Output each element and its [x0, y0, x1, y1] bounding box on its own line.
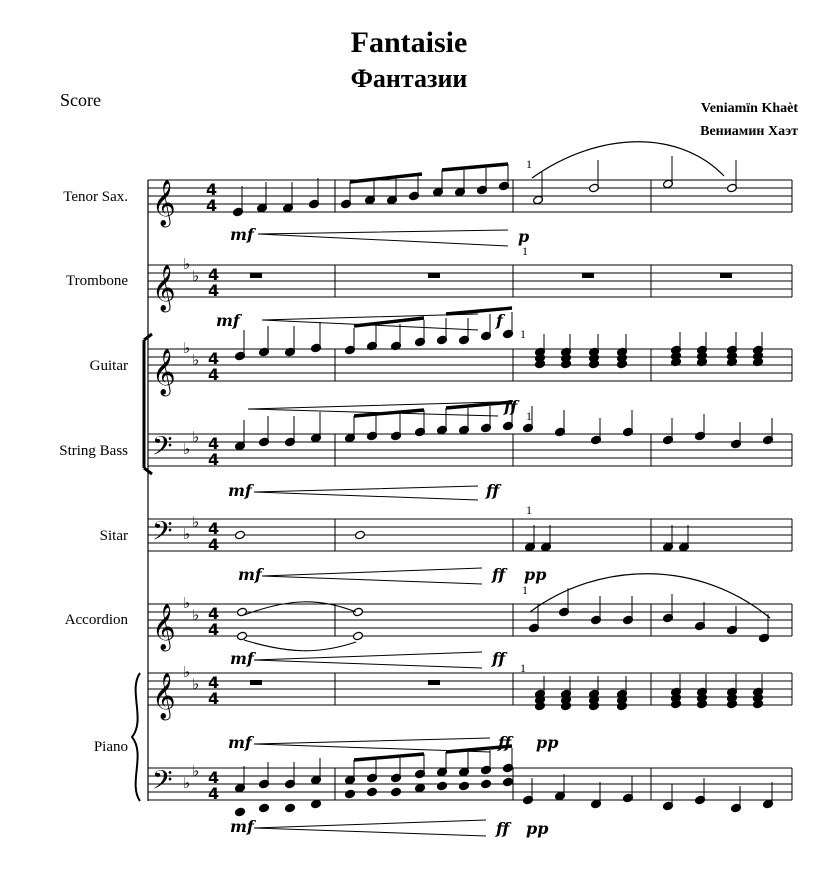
hairpin [254, 652, 482, 668]
dynamic-ff-accordion: ff [492, 649, 506, 668]
key-signature-flat: ♭ [183, 440, 191, 458]
hairpin [254, 486, 478, 500]
page-title: Fantaisie [350, 26, 468, 59]
whole-rest [720, 273, 732, 278]
measure-number: 1 [522, 583, 528, 597]
time-signature: 4 [208, 265, 220, 284]
time-signature: 4 [208, 673, 220, 692]
measure-number: 1 [526, 409, 532, 423]
key-signature-flat: ♭ [192, 675, 200, 693]
whole-rest [582, 273, 594, 278]
key-signature-flat: ♭ [192, 428, 200, 446]
hairpins [248, 230, 508, 836]
key-signature-flat: ♭ [192, 513, 200, 531]
notehead [459, 781, 470, 791]
bass-clef: 𝄢 [152, 515, 173, 553]
whole-rest [428, 680, 440, 685]
instrument-label-sitar: Sitar [99, 528, 128, 544]
notehead [259, 803, 270, 813]
dynamic-pp-piano-lower: pp [526, 819, 549, 838]
notehead [235, 807, 246, 817]
time-signature: 4 [208, 281, 220, 300]
time-signature: 4 [208, 604, 220, 623]
dynamic-pp-sitar: pp [524, 565, 547, 584]
key-signature-flat: ♭ [192, 267, 200, 285]
treble-clef: 𝄞 [152, 180, 176, 226]
dynamic-p-tenor: p [518, 227, 530, 246]
hairpin [262, 568, 482, 584]
notehead [355, 530, 366, 540]
key-signature-flat: ♭ [183, 525, 191, 543]
page-subtitle: Фантазии [350, 64, 468, 93]
instrument-label-piano: Piano [93, 739, 128, 755]
score-label: Score [60, 90, 101, 110]
beam [354, 754, 424, 760]
notes [233, 156, 774, 817]
dynamic-mf-piano-lower: mf [230, 817, 254, 836]
key-signature-flat: ♭ [183, 339, 191, 357]
measure-number: 1 [526, 503, 532, 517]
key-signature-flat: ♭ [183, 594, 191, 612]
dynamic-pp-piano: pp [536, 733, 559, 752]
time-signature: 4 [206, 180, 218, 199]
whole-rest [428, 273, 440, 278]
measure-number: 1 [522, 244, 528, 258]
notehead [415, 783, 426, 793]
time-signature: 4 [208, 620, 220, 639]
key-signature-flat: ♭ [192, 762, 200, 780]
notehead [503, 777, 514, 787]
whole-rest [250, 273, 262, 278]
time-signature: 4 [208, 450, 220, 469]
measure-number: 1 [520, 327, 526, 341]
bass-clef: 𝄢 [152, 764, 173, 802]
piano-brace [132, 673, 140, 801]
notehead [353, 631, 364, 641]
time-signature: 4 [208, 519, 220, 538]
dynamic-mf-piano: mf [228, 733, 252, 752]
measure-number: 1 [526, 157, 532, 171]
slur-tenor [532, 142, 724, 178]
key-signature-flat: ♭ [183, 255, 191, 273]
dynamic-mf-sitar: mf [238, 565, 262, 584]
time-signature: 4 [208, 784, 220, 803]
treble-clef: 𝄞 [152, 604, 176, 650]
key-signature-flat: ♭ [183, 774, 191, 792]
key-signature-flat: ♭ [183, 663, 191, 681]
time-signature: 4 [208, 349, 220, 368]
composer-name: Veniamïn Khaèt [700, 101, 798, 116]
instrument-label-tenor-sax: Tenor Sax. [63, 189, 128, 205]
notehead [367, 787, 378, 797]
notehead [311, 799, 322, 809]
notehead [353, 607, 364, 617]
notehead [237, 631, 248, 641]
time-signature: 4 [208, 365, 220, 384]
measure-number: 1 [520, 661, 526, 675]
bass-clef: 𝄢 [152, 430, 173, 468]
dynamic-mf-tenor: mf [230, 225, 254, 244]
key-signature-flat: ♭ [192, 351, 200, 369]
beam [350, 174, 422, 182]
instrument-label-trombone: Trombone [66, 273, 128, 289]
instrument-label-accordion: Accordion [64, 612, 128, 628]
dynamic-ff-piano: ff [498, 733, 512, 752]
time-signature: 4 [208, 434, 220, 453]
notehead [345, 789, 356, 799]
treble-clef: 𝄞 [152, 673, 176, 719]
notehead [237, 607, 248, 617]
dynamic-ff-sitar: ff [492, 565, 506, 584]
instrument-label-string-bass: String Bass [59, 443, 128, 459]
key-signature-flat: ♭ [192, 606, 200, 624]
notehead [391, 787, 402, 797]
time-signature: 4 [208, 768, 220, 787]
notehead [437, 781, 448, 791]
whole-rest [250, 680, 262, 685]
tie-accordion [244, 640, 356, 651]
time-signature: 4 [208, 535, 220, 554]
dynamic-f-trombone: f [496, 311, 503, 330]
beam [442, 164, 508, 170]
hairpin [254, 820, 486, 836]
composer-name-ru: Вениамин Хаэт [700, 124, 798, 139]
time-signature: 4 [208, 689, 220, 708]
dynamic-ff-bass: ff [486, 481, 500, 500]
treble-clef: 𝄞 [152, 265, 176, 311]
notehead [285, 803, 296, 813]
treble-clef: 𝄞 [152, 349, 176, 395]
dynamic-ff-piano-lower: ff [496, 819, 510, 838]
notehead [235, 530, 246, 540]
notehead [481, 779, 492, 789]
dynamic-mf-accordion: mf [230, 649, 254, 668]
dynamic-ff-guitar: ff [504, 397, 518, 416]
time-signature: 4 [206, 196, 218, 215]
dynamic-mf-trombone: mf [216, 311, 240, 330]
hairpin [258, 230, 508, 246]
instrument-label-guitar: Guitar [89, 358, 128, 374]
dynamic-mf-bass: mf [228, 481, 252, 500]
